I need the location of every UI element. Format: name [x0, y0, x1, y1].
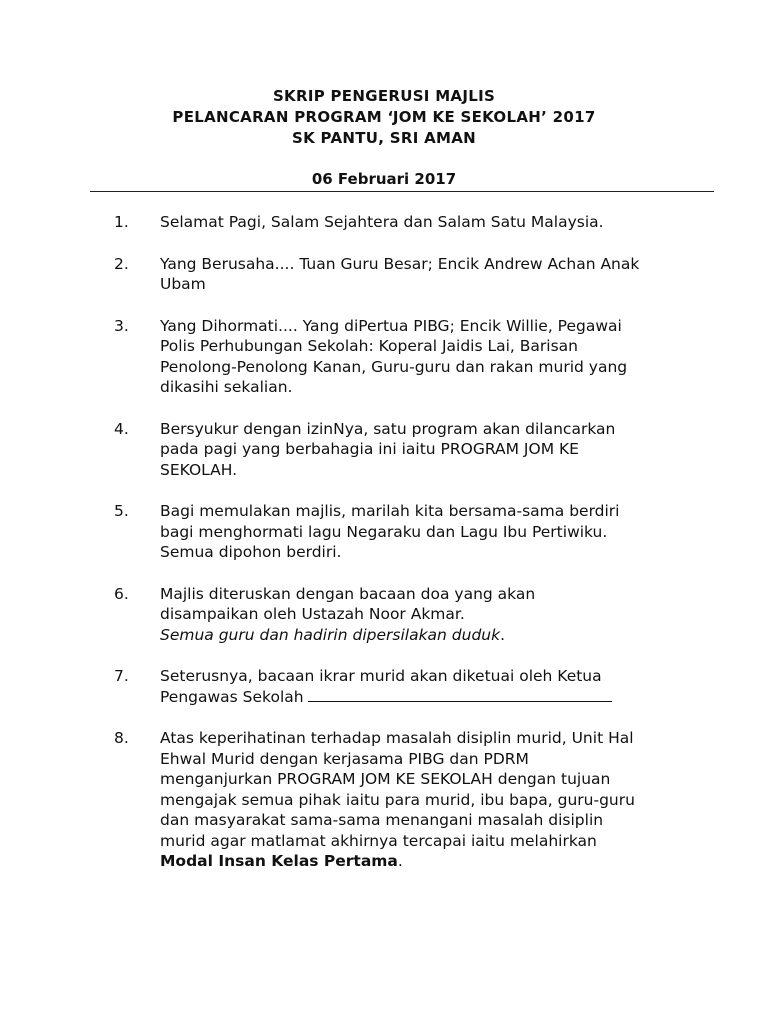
item-number: 8. [114, 729, 129, 747]
item-line: Seterusnya, bacaan ikrar murid akan diketuai oleh Ketua [160, 667, 602, 685]
list-item [0, 666, 768, 707]
item-number: 7. [114, 667, 129, 685]
item-text [160, 212, 708, 233]
item-line: pada pagi yang berbahagia ini iaitu PROGRAM JOM KE [160, 440, 579, 458]
item-line: Yang Berusaha.... Tuan Guru Besar; Encik Andrew Achan Anak [160, 254, 640, 273]
fill-in-blank [308, 687, 612, 702]
title-line-3: SK PANTU, SRI AMAN [291, 129, 476, 147]
item-line: Yang Dihormati.... Yang diPertua PIBG; Encik Willie, Pegawai [160, 316, 622, 335]
item-line: dikasihi sekalian. [160, 378, 293, 396]
item-line: Bersyukur dengan izinNya, satu program akan dilancarkan [160, 419, 616, 438]
item-line: menganjurkan PROGRAM JOM KE SEKOLAH dengan tujuan [160, 770, 611, 788]
blank-prefix: Pengawas Sekolah [160, 687, 304, 706]
item-number: 2. [114, 254, 129, 273]
list-item [0, 254, 768, 295]
item-line: Semua dipohon berdiri. [160, 543, 342, 561]
item-text [160, 254, 708, 295]
item-line-italic [160, 625, 708, 646]
bold-phrase: Modal Insan Kelas Pertama [160, 852, 398, 870]
item-line: bagi menghormati lagu Negaraku dan Lagu Ibu Pertiwiku. [160, 522, 608, 541]
item-number: 6. [114, 584, 129, 603]
title-line-2: PELANCARAN PROGRAM ‘JOM KE SEKOLAH’ 2017 [172, 108, 596, 126]
item-number: 3. [114, 316, 129, 335]
item-line: Majlis diteruskan dengan bacaan doa yang akan [160, 584, 536, 603]
list-item [0, 728, 768, 872]
italic-instruction: Semua guru dan hadirin dipersilakan duduk [160, 625, 501, 644]
bold-phrase-tail: . [397, 852, 403, 870]
item-line: mengajak semua pihak iaitu para murid, ibu bapa, guru-guru [160, 790, 635, 809]
item-line-bold [160, 851, 708, 872]
list-item [0, 212, 768, 233]
item-line: Ubam [160, 275, 206, 293]
item-line: SEKOLAH. [160, 460, 238, 479]
list-item [0, 316, 768, 398]
item-line: disampaikan oleh Ustazah Noor Akmar. [160, 605, 465, 623]
item-line: Atas keperihatinan terhadap masalah disiplin murid, Unit Hal [160, 729, 634, 747]
item-text [160, 501, 708, 563]
item-text [160, 419, 708, 481]
script-items-list [0, 212, 768, 893]
item-line: dan masyarakat sama-sama menangani masalah disiplin [160, 811, 604, 829]
list-item [0, 419, 768, 481]
item-line: Bagi memulakan majlis, marilah kita bersama-sama berdiri [160, 502, 620, 520]
italic-instruction-tail: . [500, 625, 506, 644]
item-text [160, 316, 708, 398]
item-text [160, 666, 708, 707]
item-line: Selamat Pagi, Salam Sejahtera dan Salam Satu Malaysia. [160, 213, 604, 231]
item-line: Ehwal Murid dengan kerjasama PIBG dan PDRM [160, 749, 529, 768]
item-text [160, 728, 708, 872]
item-text [160, 584, 708, 646]
list-item [0, 584, 768, 646]
item-line: Penolong-Penolong Kanan, Guru-guru dan rakan murid yang [160, 357, 628, 376]
item-line: Polis Perhubungan Sekolah: Koperal Jaidis Lai, Barisan [160, 337, 578, 355]
item-line: murid agar matlamat akhirnya tercapai iaitu melahirkan [160, 831, 597, 850]
document-date: 06 Februari 2017 [311, 170, 457, 188]
title-line-1: SKRIP PENGERUSI MAJLIS [272, 87, 496, 105]
item-number: 1. [114, 213, 129, 231]
document-header [0, 86, 768, 190]
item-line-with-blank [160, 687, 708, 708]
header-divider [90, 191, 714, 192]
list-item [0, 501, 768, 563]
item-number: 5. [114, 502, 129, 520]
item-number: 4. [114, 419, 129, 438]
